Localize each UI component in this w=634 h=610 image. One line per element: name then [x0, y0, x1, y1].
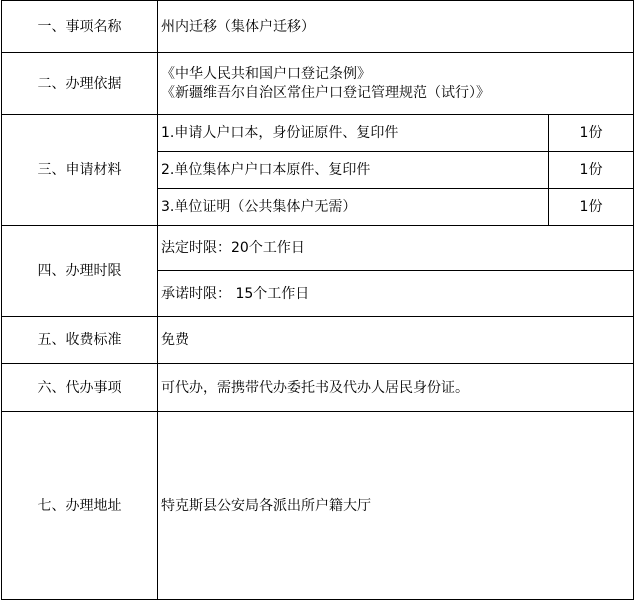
basis-label: 二、办理依据	[2, 53, 158, 115]
address-value: 特克斯县公安局各派出所户籍大厅	[158, 412, 634, 600]
address-label: 七、办理地址	[2, 412, 158, 600]
basis-value	[158, 53, 634, 115]
item-name-value: 州内迁移（集体户迁移）	[158, 1, 634, 53]
time-limit-label: 四、办理时限	[2, 226, 158, 317]
time-limit-promised: 承诺时限： 15个工作日	[158, 271, 634, 317]
item-name-label: 一、事项名称	[2, 1, 158, 53]
row-basis	[2, 53, 634, 115]
basis-line-1: 《中华人民共和国户口登记条例》	[161, 65, 371, 82]
agent-value: 可代办，需携带代办委托书及代办人居民身份证。	[158, 364, 634, 412]
row-item-name	[2, 1, 634, 53]
row-material-1	[2, 115, 634, 152]
basis-line-2: 《新疆维吾尔自治区常住户口登记管理规范（试行）》	[161, 84, 490, 101]
material-qty-2: 1份	[549, 152, 634, 189]
fee-value: 免费	[158, 317, 634, 364]
fee-label: 五、收费标准	[2, 317, 158, 364]
service-guide-table	[1, 0, 634, 600]
material-item-2: 2.单位集体户户口本原件、复印件	[158, 152, 549, 189]
agent-label: 六、代办事项	[2, 364, 158, 412]
material-qty-3: 1份	[549, 189, 634, 226]
material-item-3: 3.单位证明（公共集体户无需）	[158, 189, 549, 226]
row-time-legal	[2, 226, 634, 271]
material-item-1: 1.申请人户口本，身份证原件、复印件	[158, 115, 549, 152]
row-address	[2, 412, 634, 600]
row-agent	[2, 364, 634, 412]
time-limit-legal: 法定时限：20个工作日	[158, 226, 634, 271]
row-fee	[2, 317, 634, 364]
materials-label: 三、申请材料	[2, 115, 158, 226]
material-qty-1: 1份	[549, 115, 634, 152]
